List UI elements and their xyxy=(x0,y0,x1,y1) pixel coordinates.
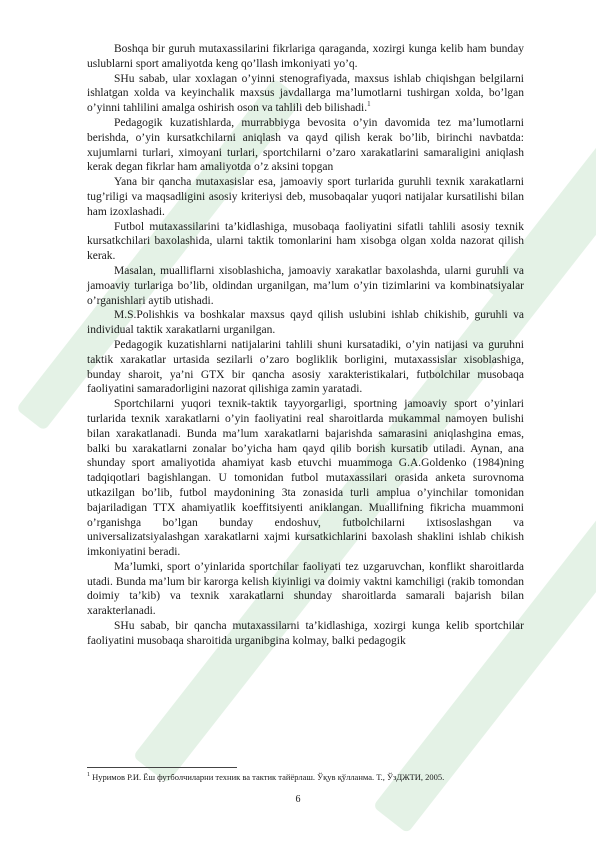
paragraph xyxy=(87,175,524,219)
footnote-text: Нуримов Р.И. Ёш футболчиларни техник ва тактик тайёрлаш. Ўқув қўлланма. Т., ЎзДЖТИ, 2005. xyxy=(92,772,445,782)
paragraph-text: M.S.Polishkis va boshkalar maxsus qayd qilish uslubini ishlab chikishib, guruhli va individual taktik xarakatlarni urganilgan. xyxy=(87,309,524,337)
paragraph xyxy=(87,72,524,116)
paragraph-text: Sportchilarni yuqori texnik-taktik tayyorgarligi, sportning jamoaviy sport o’yinlari turlarida texnik xarakatlarni o’yin faoliyatini real sharoitlarda mukammal namoyen bulishi bilan xarakatlanadi. Bunda ma’lum xarakatlarni bajarishda samarasini aniqlashgina emas, balki bu xarakatlarni zonalar bo’yicha ham qayd qilib borish kursatib utiladi. Aynan, ana shunday sport amaliyotida ahamiyat kasb etuvchi muammoga G.A.Goldenko (1984)ning tadqiqotlari bagishlangan. U tomonidan futbol mutaxassilari orasida anketa surovnoma utkazilgan bo’lib, futbol maydonining 3ta zonasida turli amplua o’yinchilar tomonidan bajariladigan TTX ahamiyatlik koeffitsiyenti aniklangan. Muallifning fikricha muammoni o’rganishga bo’lgan bunday endoshuv, futbolchilarni ixtisoslashgan va universalizatsiyalashgan xarakatlarni xajmi kursatkichlarini baxolash shaklini ishlab chikish imkoniyatini beradi. xyxy=(87,398,524,559)
paragraph xyxy=(87,308,524,338)
paragraph-text: Masalan, mualliflarni xisoblashicha, jamoaviy xarakatlar baxolashda, ularni guruhli va jamoaviy turlariga bo’lib, oldindan urganilgan, ma’lum o’yin tizimlarini va kombinatsiyalar o’rganishlari aytib utishadi. xyxy=(87,264,524,307)
paragraph-text: Pedagogik kuzatishlarni natijalarini tahlili shuni kursatadiki, o’yin natijasi va guruhni taktik xarakatlar urtasida sezilarli o’zaro bogliklik borligini, mutaxassislar xisoblashiga, bunday sharoit, ya’ni GTX bir qancha asosiy xarakteristikalari, futbolchilar musobaqa faoliyatini samaradorligini nazorat qilishiga zamin yaratadi. xyxy=(87,338,524,396)
paragraph-text: Boshqa bir guruh mutaxassilarini fikrlariga qaraganda, xozirgi kunga kelib ham bunday uslublarni sport amaliyotda keng qo’llash imkoniyati yo’q. xyxy=(87,43,524,70)
paragraph-text: Futbol mutaxassilarini ta’kidlashiga, musobaqa faoliyatini sifatli tahlili asosiy texnik kursatkchilari baxolashida, ularni taktik tomonlarini ham xisobga olgan xolda nazorat qilish kerak. xyxy=(87,220,524,263)
paragraph-text: SHu sabab, bir qancha mutaxassilarni ta’kidlashiga, xozirgi kunga kelib sportchilar faoliyatini musobaqa sharoitida urganibgina kolmay, balki pedagogik xyxy=(87,620,524,647)
footnote-mark: 1 xyxy=(87,772,90,779)
paragraph xyxy=(87,116,524,175)
paragraph-text: Pedagogik kuzatishlarda, murrabbiyga bevosita o’yin davomida tez ma’lumotlarni berishda, o’yin kursatkchilarni aniqlash va qayd qilish kerak bo’lib, birinchi navbatda: xujumlarni turlari, ximoyani turlari, sportchilarni o’zaro xarakatlarini samaraligini aniqlash kerak degan fikrlar ham amaliyotda o’z aksini topgan xyxy=(87,116,524,174)
paragraph xyxy=(87,397,524,560)
paragraph xyxy=(87,619,524,649)
page-number: 6 xyxy=(295,794,301,805)
footnote-separator xyxy=(87,767,237,768)
footnote-reference: 1 xyxy=(367,100,371,109)
paragraph xyxy=(87,220,524,264)
paragraph xyxy=(87,338,524,397)
paragraph xyxy=(87,42,524,72)
paragraph-text: SHu sabab, ular xoxlagan o’yinni stenografiyada, maxsus ishlab chiqishgan belgilarni ishlatgan xolda va keyinchalik maxsus javdallarga ma’lumotlarni tushirgan xolda, bo’lgan o’yinni tahlilini amalga oshirish oson va tahlili deb bilishadi. xyxy=(87,72,524,115)
body-text xyxy=(87,42,524,649)
paragraph-text: Ma’lumki, sport o’yinlarida sportchilar faoliyati tez uzgaruvchan, konflikt sharoitlarda utadi. Bunda ma’lum bir karorga kelish kiyinligi va doimiy vaktni kamchiligi (rakib tomondan doimiy ta’kib) va texnik xarakatlarni shunday sharoitlarda samarali bajarish bilan xarakterlanadi. xyxy=(87,560,524,618)
paragraph xyxy=(87,264,524,308)
paragraph-text: Yana bir qancha mutaxasislar esa, jamoaviy sport turlarida guruhli texnik xarakatlarni tug’riligi va maqsadligini asosiy kriteriysi deb, musobaqalar yuqori natijalar kursatilishi bilan ham izoxlashadi. xyxy=(87,176,524,218)
paragraph xyxy=(87,560,524,619)
footnote xyxy=(87,772,524,783)
